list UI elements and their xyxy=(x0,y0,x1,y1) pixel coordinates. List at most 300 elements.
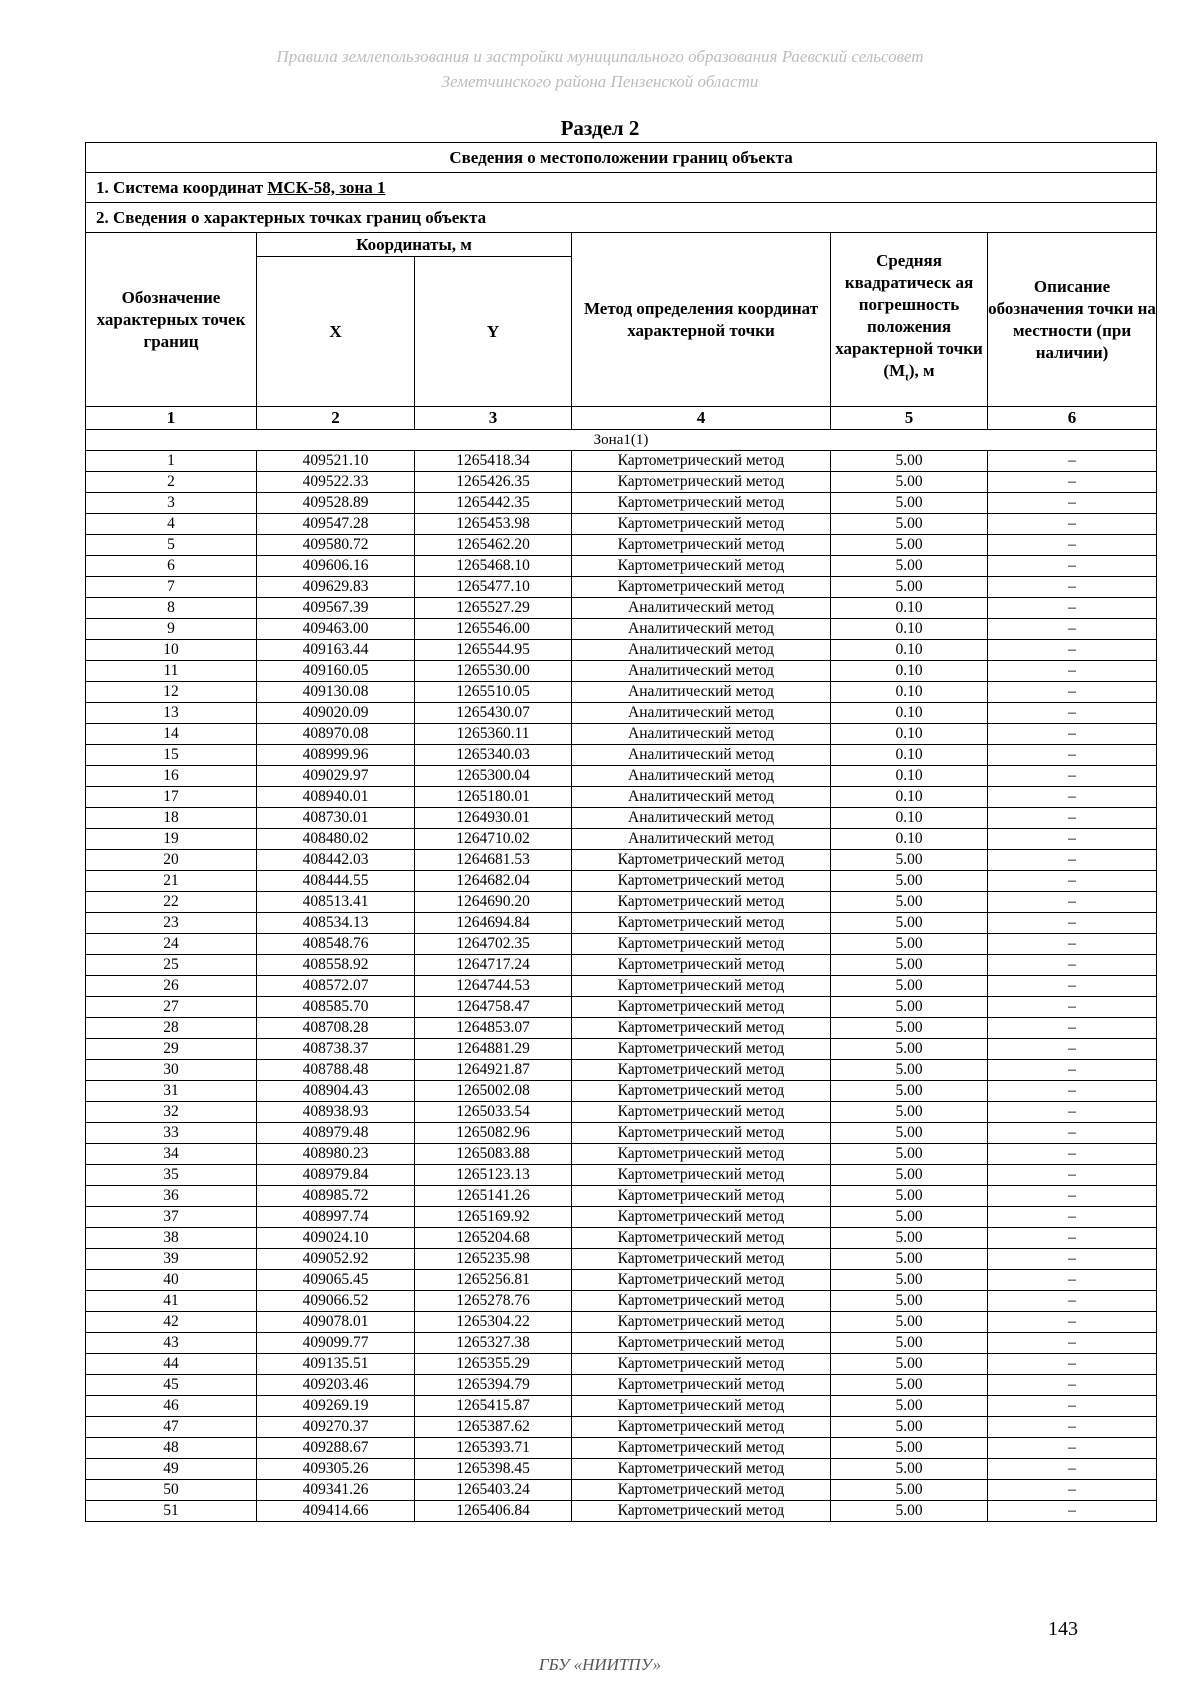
cell-method: Картометрический метод xyxy=(572,1018,831,1039)
cell-error: 5.00 xyxy=(831,1501,988,1522)
cell-y-coordinate: 1264702.35 xyxy=(415,934,572,955)
table-row xyxy=(86,787,1157,808)
table-row xyxy=(86,514,1157,535)
cell-x-coordinate: 408980.23 xyxy=(257,1144,415,1165)
cell-x-coordinate: 409052.92 xyxy=(257,1249,415,1270)
cell-point-number: 21 xyxy=(86,871,257,892)
cell-y-coordinate: 1264682.04 xyxy=(415,871,572,892)
cell-method: Аналитический метод xyxy=(572,766,831,787)
cell-y-coordinate: 1265418.34 xyxy=(415,451,572,472)
cell-x-coordinate: 409066.52 xyxy=(257,1291,415,1312)
cell-point-number: 47 xyxy=(86,1417,257,1438)
cell-point-number: 32 xyxy=(86,1102,257,1123)
header-line-2: Земетчинского района Пензенской области xyxy=(441,72,759,91)
cell-method: Картометрический метод xyxy=(572,1333,831,1354)
cell-y-coordinate: 1264717.24 xyxy=(415,955,572,976)
cell-error: 5.00 xyxy=(831,1018,988,1039)
cell-description: – xyxy=(988,955,1157,976)
cell-method: Картометрический метод xyxy=(572,1207,831,1228)
cell-error: 5.00 xyxy=(831,1291,988,1312)
cell-description: – xyxy=(988,1039,1157,1060)
cell-description: – xyxy=(988,514,1157,535)
table-row xyxy=(86,1291,1157,1312)
cell-description: – xyxy=(988,661,1157,682)
cell-description: – xyxy=(988,1207,1157,1228)
cell-method: Картометрический метод xyxy=(572,1375,831,1396)
table-row xyxy=(86,934,1157,955)
cell-method: Аналитический метод xyxy=(572,661,831,682)
cell-y-coordinate: 1265426.35 xyxy=(415,472,572,493)
cell-x-coordinate: 408985.72 xyxy=(257,1186,415,1207)
cell-error: 5.00 xyxy=(831,514,988,535)
document-header xyxy=(0,44,1200,94)
cell-description: – xyxy=(988,556,1157,577)
cell-y-coordinate: 1264694.84 xyxy=(415,913,572,934)
cell-point-number: 1 xyxy=(86,451,257,472)
cell-description: – xyxy=(988,745,1157,766)
cell-error: 0.10 xyxy=(831,787,988,808)
cell-x-coordinate: 409522.33 xyxy=(257,472,415,493)
page-number: 143 xyxy=(1048,1618,1078,1640)
cell-description: – xyxy=(988,1081,1157,1102)
cell-x-coordinate: 409305.26 xyxy=(257,1459,415,1480)
cell-method: Картометрический метод xyxy=(572,493,831,514)
cell-y-coordinate: 1264921.87 xyxy=(415,1060,572,1081)
cell-y-coordinate: 1265546.00 xyxy=(415,619,572,640)
table-row xyxy=(86,997,1157,1018)
cell-x-coordinate: 408480.02 xyxy=(257,829,415,850)
cell-method: Аналитический метод xyxy=(572,724,831,745)
cell-y-coordinate: 1265002.08 xyxy=(415,1081,572,1102)
cell-x-coordinate: 408788.48 xyxy=(257,1060,415,1081)
cell-point-number: 19 xyxy=(86,829,257,850)
cell-y-coordinate: 1265083.88 xyxy=(415,1144,572,1165)
cell-method: Картометрический метод xyxy=(572,1480,831,1501)
cell-description: – xyxy=(988,1480,1157,1501)
cell-description: – xyxy=(988,766,1157,787)
cell-y-coordinate: 1264930.01 xyxy=(415,808,572,829)
cell-method: Картометрический метод xyxy=(572,1228,831,1249)
cell-point-number: 43 xyxy=(86,1333,257,1354)
cell-error: 5.00 xyxy=(831,451,988,472)
cell-x-coordinate: 408999.96 xyxy=(257,745,415,766)
cell-y-coordinate: 1265544.95 xyxy=(415,640,572,661)
cell-y-coordinate: 1265527.29 xyxy=(415,598,572,619)
cell-point-number: 18 xyxy=(86,808,257,829)
cell-description: – xyxy=(988,1501,1157,1522)
cell-method: Картометрический метод xyxy=(572,1165,831,1186)
cell-description: – xyxy=(988,892,1157,913)
cell-method: Аналитический метод xyxy=(572,682,831,703)
cell-point-number: 50 xyxy=(86,1480,257,1501)
cell-method: Аналитический метод xyxy=(572,808,831,829)
cell-y-coordinate: 1265393.71 xyxy=(415,1438,572,1459)
cell-description: – xyxy=(988,703,1157,724)
col-header-method: Метод определения координат характерной точки xyxy=(572,233,831,407)
table-row xyxy=(86,724,1157,745)
cell-error: 5.00 xyxy=(831,1375,988,1396)
cell-point-number: 49 xyxy=(86,1459,257,1480)
table-row xyxy=(86,829,1157,850)
table-row xyxy=(86,661,1157,682)
cell-x-coordinate: 409521.10 xyxy=(257,451,415,472)
cell-error: 0.10 xyxy=(831,724,988,745)
cell-description: – xyxy=(988,1375,1157,1396)
cell-error: 5.00 xyxy=(831,955,988,976)
cell-x-coordinate: 409099.77 xyxy=(257,1333,415,1354)
table-row xyxy=(86,703,1157,724)
cell-y-coordinate: 1265340.03 xyxy=(415,745,572,766)
cell-x-coordinate: 409341.26 xyxy=(257,1480,415,1501)
cell-description: – xyxy=(988,535,1157,556)
document-footer: ГБУ «НИИТПУ» xyxy=(538,1655,662,1674)
cell-method: Картометрический метод xyxy=(572,997,831,1018)
cell-y-coordinate: 1264744.53 xyxy=(415,976,572,997)
cell-y-coordinate: 1265477.10 xyxy=(415,577,572,598)
cell-point-number: 22 xyxy=(86,892,257,913)
cell-point-number: 48 xyxy=(86,1438,257,1459)
cell-point-number: 5 xyxy=(86,535,257,556)
cell-point-number: 38 xyxy=(86,1228,257,1249)
col-header-error-text: Средняя квадратическ ая погрешность положения характерной точки (M xyxy=(835,251,983,381)
cell-y-coordinate: 1265355.29 xyxy=(415,1354,572,1375)
col-header-x: X xyxy=(257,257,415,407)
cell-error: 5.00 xyxy=(831,1039,988,1060)
cell-error: 5.00 xyxy=(831,934,988,955)
cell-x-coordinate: 409629.83 xyxy=(257,577,415,598)
cell-description: – xyxy=(988,1165,1157,1186)
table-row xyxy=(86,850,1157,871)
cell-x-coordinate: 408904.43 xyxy=(257,1081,415,1102)
cell-method: Картометрический метод xyxy=(572,976,831,997)
col-number-3: 3 xyxy=(415,407,572,430)
cell-y-coordinate: 1265442.35 xyxy=(415,493,572,514)
cell-method: Картометрический метод xyxy=(572,1417,831,1438)
cell-method: Картометрический метод xyxy=(572,556,831,577)
cell-y-coordinate: 1265180.01 xyxy=(415,787,572,808)
cell-point-number: 40 xyxy=(86,1270,257,1291)
cell-error: 0.10 xyxy=(831,598,988,619)
cell-y-coordinate: 1265394.79 xyxy=(415,1375,572,1396)
section-title: Раздел 2 xyxy=(560,116,640,140)
cell-y-coordinate: 1265406.84 xyxy=(415,1501,572,1522)
cell-y-coordinate: 1265462.20 xyxy=(415,535,572,556)
cell-description: – xyxy=(988,1144,1157,1165)
cell-description: – xyxy=(988,997,1157,1018)
cell-error: 0.10 xyxy=(831,640,988,661)
cell-description: – xyxy=(988,808,1157,829)
table-row xyxy=(86,808,1157,829)
cell-y-coordinate: 1265530.00 xyxy=(415,661,572,682)
cell-method: Картометрический метод xyxy=(572,472,831,493)
col-header-error xyxy=(831,233,988,407)
cell-description: – xyxy=(988,1060,1157,1081)
col-number-5: 5 xyxy=(831,407,988,430)
table-row xyxy=(86,535,1157,556)
cell-x-coordinate: 408979.48 xyxy=(257,1123,415,1144)
cell-point-number: 30 xyxy=(86,1060,257,1081)
table-row xyxy=(86,871,1157,892)
cell-error: 5.00 xyxy=(831,577,988,598)
table-row xyxy=(86,682,1157,703)
table-row xyxy=(86,1081,1157,1102)
cell-y-coordinate: 1265360.11 xyxy=(415,724,572,745)
cell-point-number: 4 xyxy=(86,514,257,535)
cell-description: – xyxy=(988,598,1157,619)
cell-point-number: 34 xyxy=(86,1144,257,1165)
points-heading: 2. Сведения о характерных точках границ объекта xyxy=(86,203,1157,233)
cell-x-coordinate: 408444.55 xyxy=(257,871,415,892)
cell-point-number: 17 xyxy=(86,787,257,808)
cell-error: 5.00 xyxy=(831,1186,988,1207)
table-row xyxy=(86,1375,1157,1396)
cell-x-coordinate: 409580.72 xyxy=(257,535,415,556)
table-row xyxy=(86,1186,1157,1207)
cell-method: Картометрический метод xyxy=(572,913,831,934)
cell-error: 5.00 xyxy=(831,1312,988,1333)
cell-description: – xyxy=(988,1438,1157,1459)
cell-method: Картометрический метод xyxy=(572,1144,831,1165)
cell-error: 0.10 xyxy=(831,745,988,766)
cell-method: Картометрический метод xyxy=(572,1438,831,1459)
cell-y-coordinate: 1264690.20 xyxy=(415,892,572,913)
cell-description: – xyxy=(988,1354,1157,1375)
cell-y-coordinate: 1265403.24 xyxy=(415,1480,572,1501)
cell-point-number: 29 xyxy=(86,1039,257,1060)
cell-description: – xyxy=(988,1333,1157,1354)
cell-y-coordinate: 1264853.07 xyxy=(415,1018,572,1039)
cell-method: Картометрический метод xyxy=(572,892,831,913)
cell-method: Картометрический метод xyxy=(572,577,831,598)
cell-method: Картометрический метод xyxy=(572,1459,831,1480)
cell-description: – xyxy=(988,1270,1157,1291)
cell-point-number: 27 xyxy=(86,997,257,1018)
cell-error: 5.00 xyxy=(831,535,988,556)
cell-y-coordinate: 1265468.10 xyxy=(415,556,572,577)
cell-error: 5.00 xyxy=(831,1060,988,1081)
cell-description: – xyxy=(988,913,1157,934)
cell-method: Аналитический метод xyxy=(572,787,831,808)
cell-x-coordinate: 408534.13 xyxy=(257,913,415,934)
table-row xyxy=(86,472,1157,493)
cell-y-coordinate: 1265204.68 xyxy=(415,1228,572,1249)
cell-x-coordinate: 409269.19 xyxy=(257,1396,415,1417)
cell-error: 5.00 xyxy=(831,1207,988,1228)
cell-x-coordinate: 409203.46 xyxy=(257,1375,415,1396)
cell-error: 5.00 xyxy=(831,472,988,493)
cell-point-number: 28 xyxy=(86,1018,257,1039)
cell-description: – xyxy=(988,682,1157,703)
cell-error: 5.00 xyxy=(831,1396,988,1417)
cell-x-coordinate: 409547.28 xyxy=(257,514,415,535)
table-row xyxy=(86,1207,1157,1228)
table-row xyxy=(86,1396,1157,1417)
table-row xyxy=(86,1417,1157,1438)
cell-method: Картометрический метод xyxy=(572,514,831,535)
cell-point-number: 26 xyxy=(86,976,257,997)
cell-error: 5.00 xyxy=(831,1081,988,1102)
table-row xyxy=(86,1102,1157,1123)
coord-system-prefix: 1. Система координат xyxy=(96,177,268,197)
cell-method: Картометрический метод xyxy=(572,850,831,871)
cell-error: 5.00 xyxy=(831,976,988,997)
cell-x-coordinate: 409135.51 xyxy=(257,1354,415,1375)
cell-point-number: 24 xyxy=(86,934,257,955)
cell-point-number: 12 xyxy=(86,682,257,703)
cell-error: 0.10 xyxy=(831,766,988,787)
cell-error: 5.00 xyxy=(831,1438,988,1459)
cell-y-coordinate: 1265235.98 xyxy=(415,1249,572,1270)
cell-method: Картометрический метод xyxy=(572,535,831,556)
cell-y-coordinate: 1265033.54 xyxy=(415,1102,572,1123)
cell-x-coordinate: 408730.01 xyxy=(257,808,415,829)
cell-error: 5.00 xyxy=(831,892,988,913)
cell-x-coordinate: 409528.89 xyxy=(257,493,415,514)
coord-system-value: МСК-58, зона 1 xyxy=(267,177,386,197)
cell-method: Картометрический метод xyxy=(572,1501,831,1522)
cell-point-number: 3 xyxy=(86,493,257,514)
table-row xyxy=(86,745,1157,766)
boundary-points-table xyxy=(85,142,1157,1522)
cell-description: – xyxy=(988,577,1157,598)
col-number-1: 1 xyxy=(86,407,257,430)
cell-x-coordinate: 409024.10 xyxy=(257,1228,415,1249)
cell-description: – xyxy=(988,934,1157,955)
cell-y-coordinate: 1265141.26 xyxy=(415,1186,572,1207)
cell-method: Картометрический метод xyxy=(572,1291,831,1312)
cell-point-number: 15 xyxy=(86,745,257,766)
cell-description: – xyxy=(988,472,1157,493)
cell-point-number: 8 xyxy=(86,598,257,619)
cell-y-coordinate: 1265082.96 xyxy=(415,1123,572,1144)
cell-point-number: 2 xyxy=(86,472,257,493)
table-row xyxy=(86,1039,1157,1060)
table-row xyxy=(86,1060,1157,1081)
cell-x-coordinate: 408970.08 xyxy=(257,724,415,745)
cell-x-coordinate: 409567.39 xyxy=(257,598,415,619)
cell-description: – xyxy=(988,1396,1157,1417)
cell-x-coordinate: 408940.01 xyxy=(257,787,415,808)
cell-method: Аналитический метод xyxy=(572,640,831,661)
table-row xyxy=(86,640,1157,661)
cell-x-coordinate: 408997.74 xyxy=(257,1207,415,1228)
cell-error: 0.10 xyxy=(831,829,988,850)
cell-description: – xyxy=(988,1186,1157,1207)
table-row xyxy=(86,1459,1157,1480)
cell-method: Картометрический метод xyxy=(572,451,831,472)
table-row xyxy=(86,1438,1157,1459)
cell-point-number: 45 xyxy=(86,1375,257,1396)
col-header-error-subscript: t xyxy=(905,371,909,384)
cell-method: Картометрический метод xyxy=(572,1396,831,1417)
cell-point-number: 44 xyxy=(86,1354,257,1375)
cell-method: Аналитический метод xyxy=(572,745,831,766)
cell-error: 5.00 xyxy=(831,1417,988,1438)
cell-point-number: 51 xyxy=(86,1501,257,1522)
cell-y-coordinate: 1264681.53 xyxy=(415,850,572,871)
table-row xyxy=(86,976,1157,997)
cell-error: 5.00 xyxy=(831,1459,988,1480)
cell-point-number: 31 xyxy=(86,1081,257,1102)
table-row xyxy=(86,1144,1157,1165)
table-row xyxy=(86,1354,1157,1375)
col-header-y: Y xyxy=(415,257,572,407)
cell-point-number: 20 xyxy=(86,850,257,871)
cell-point-number: 13 xyxy=(86,703,257,724)
cell-point-number: 10 xyxy=(86,640,257,661)
cell-y-coordinate: 1265430.07 xyxy=(415,703,572,724)
cell-description: – xyxy=(988,1459,1157,1480)
cell-x-coordinate: 409163.44 xyxy=(257,640,415,661)
zone-label: Зона1(1) xyxy=(86,430,1157,451)
table-row xyxy=(86,1270,1157,1291)
cell-x-coordinate: 409270.37 xyxy=(257,1417,415,1438)
cell-y-coordinate: 1265304.22 xyxy=(415,1312,572,1333)
cell-error: 5.00 xyxy=(831,1480,988,1501)
cell-x-coordinate: 409160.05 xyxy=(257,661,415,682)
cell-error: 5.00 xyxy=(831,1102,988,1123)
cell-error: 5.00 xyxy=(831,913,988,934)
cell-description: – xyxy=(988,976,1157,997)
cell-point-number: 11 xyxy=(86,661,257,682)
cell-point-number: 7 xyxy=(86,577,257,598)
cell-x-coordinate: 408585.70 xyxy=(257,997,415,1018)
cell-error: 0.10 xyxy=(831,619,988,640)
table-row xyxy=(86,1165,1157,1186)
cell-error: 5.00 xyxy=(831,1270,988,1291)
cell-point-number: 35 xyxy=(86,1165,257,1186)
cell-description: – xyxy=(988,1102,1157,1123)
cell-point-number: 33 xyxy=(86,1123,257,1144)
cell-error: 0.10 xyxy=(831,682,988,703)
cell-method: Аналитический метод xyxy=(572,829,831,850)
cell-error: 5.00 xyxy=(831,871,988,892)
cell-point-number: 39 xyxy=(86,1249,257,1270)
cell-description: – xyxy=(988,619,1157,640)
cell-point-number: 46 xyxy=(86,1396,257,1417)
cell-y-coordinate: 1265327.38 xyxy=(415,1333,572,1354)
table-row xyxy=(86,1480,1157,1501)
cell-error: 5.00 xyxy=(831,1333,988,1354)
cell-error: 5.00 xyxy=(831,556,988,577)
table-row xyxy=(86,577,1157,598)
cell-method: Картометрический метод xyxy=(572,1186,831,1207)
cell-description: – xyxy=(988,724,1157,745)
cell-y-coordinate: 1265169.92 xyxy=(415,1207,572,1228)
cell-method: Картометрический метод xyxy=(572,1060,831,1081)
cell-error: 5.00 xyxy=(831,850,988,871)
cell-method: Аналитический метод xyxy=(572,703,831,724)
col-number-6: 6 xyxy=(988,407,1157,430)
cell-x-coordinate: 409130.08 xyxy=(257,682,415,703)
cell-x-coordinate: 409078.01 xyxy=(257,1312,415,1333)
cell-x-coordinate: 408708.28 xyxy=(257,1018,415,1039)
col-header-error-unit: ), м xyxy=(908,361,935,381)
cell-method: Картометрический метод xyxy=(572,1081,831,1102)
cell-y-coordinate: 1265453.98 xyxy=(415,514,572,535)
cell-description: – xyxy=(988,1417,1157,1438)
cell-x-coordinate: 408442.03 xyxy=(257,850,415,871)
table-row xyxy=(86,1228,1157,1249)
table-row xyxy=(86,619,1157,640)
cell-x-coordinate: 409065.45 xyxy=(257,1270,415,1291)
cell-y-coordinate: 1265256.81 xyxy=(415,1270,572,1291)
cell-description: – xyxy=(988,1123,1157,1144)
cell-y-coordinate: 1264758.47 xyxy=(415,997,572,1018)
cell-x-coordinate: 409463.00 xyxy=(257,619,415,640)
cell-method: Картометрический метод xyxy=(572,1270,831,1291)
cell-description: – xyxy=(988,1228,1157,1249)
